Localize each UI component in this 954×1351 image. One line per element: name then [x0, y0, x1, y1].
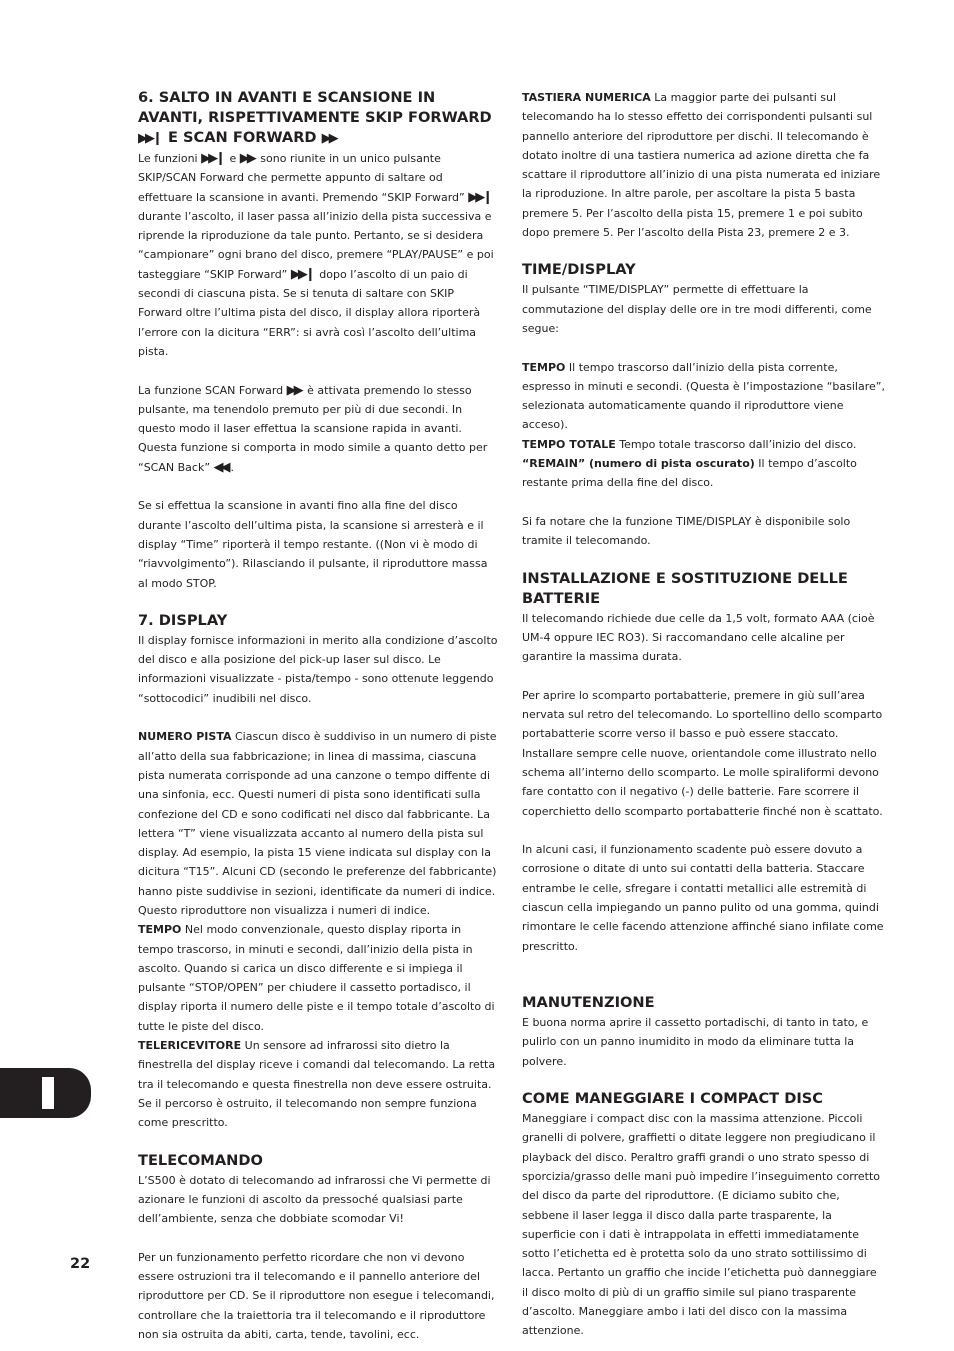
- section-6-paragraph-1: Le funzioni ▶▶❙ e ▶▶ sono riunite in un unico pulsante SKIP/SCAN Forward che permette appunto di saltare od effettuare la scansione in avanti. Premendo “SKIP Forward” ▶▶❙ durante l’ascolto, il laser passa all’inizio della pista successiva e riprende la riproduzione da tale punto. Pertanto, se si desidera “campionare” ogni brano del disco, premere “PLAY/PAUSE” e poi tasteggiare “SKIP Forward” ▶▶❙ dopo l’ascolto di un paio di secondi di ciascuna pista. Se si tenuta di saltare con SKIP Forward oltre l’ultima pista del disco, il display allora riporterà l’errore con la dicitura “ERR”: si avrà così l’ascolto dell’ultima pista.: [138, 151, 494, 358]
- time-display-remain: “REMAIN” (numero di pista oscurato) Il tempo d’ascolto restante prima della fine del disco.: [522, 457, 857, 490]
- section-7-heading: 7. DISPLAY: [138, 611, 228, 629]
- batterie-paragraph-2: Per aprire lo scomparto portabatterie, premere in giù sull’area nervata sul retro del telecomando. Lo sportellino dello scomparto portabatterie scorre verso il basso e può essere staccato. Installare sempre celle nuove, orientandole come illustrato nello schema all’interno dello scomparto. Le molle spiraliformi devono fare contatto con il negativo (-) delle batterie. Fare scorrere il coperchietto dello scomparto portabatterie finché non è scattato.: [522, 688, 883, 818]
- manutenzione-heading: MANUTENZIONE: [522, 994, 655, 1012]
- section-7-paragraph-1: Il display fornisce informazioni in merito alla condizione d’ascolto del disco e alla posizione del pick-up laser sul disco. Le informazioni visualizzate - pista/tempo - sono ottenute leggendo “sottocodici” inudibili nel disco.: [138, 633, 498, 705]
- remain-label: “REMAIN” (numero di pista oscurato): [522, 457, 755, 471]
- scan-forward-icon: ▶▶: [286, 382, 301, 398]
- language-tab: [0, 1068, 91, 1118]
- section-6-paragraph-3: Se si effettua la scansione in avanti fino alla fine del disco durante l’ascolto dell’ultima pista, la scansione si arresterà e il display “Time” riporterà il tempo restante. ((Non vi è modo di “riavvolgimento”). Rilasciando il pulsante, il riproduttore massa al modo STOP.: [138, 499, 488, 590]
- scan-forward-icon: ▶▶: [239, 151, 254, 166]
- language-tab-letter-i-icon: [42, 1077, 54, 1109]
- left-column: [138, 88, 500, 1344]
- skip-forward-icon: ▶▶❙: [138, 131, 160, 146]
- telecomando-paragraph-1: L’S500 è dotato di telecomando ad infrarossi che Vi permette di azionare le funzioni di ascolto da pressoché qualsiasi parte dell’ambiente, senza che dobbiate scomodar Vi!: [138, 1173, 491, 1226]
- telericevitore-label: TELERICEVITORE: [138, 1039, 242, 1053]
- telericevitore-paragraph: TELERICEVITORE Un sensore ad infrarossi sito dietro la finestrella del display riceve i comandi dal telecomando. La retta tra il telecomando e questa finestrella non deve essere ostruita. Se il percorso è ostruito, il telecomando non sempre funziona come prescritto.: [138, 1039, 496, 1130]
- manutenzione-paragraph: E buona norma aprire il cassetto portadischi, di tanto in tato, e pulirlo con un panno inumidito in modo da eliminare tutta la polvere.: [522, 1016, 869, 1068]
- section-6-paragraph-2: La funzione SCAN Forward ▶▶ è attivata premendo lo stesso pulsante, ma tenendolo premuto per più di due secondi. In questo modo il laser effettua la scansione rapida in avanti. Questa funzione si comporta in modo simile a quanto detto per “SCAN Back” ◀◀ .: [138, 382, 488, 475]
- numero-pista-paragraph: NUMERO PISTA Ciascun disco è suddiviso in un numero di piste all’atto della sua fabbricazione; in linea di massima, ciascuna pista numerata corrisponde ad una canzone o tempo diffente di una sinfonia, ecc. Questi numeri di pista sono identificati sulla confezione del CD e sono codificati nel disco dal fabbricante. La lettera “T” viene visualizzata accanto al numero della pista sul display. Ad esempio, la pista 15 viene indicata sul display con la dicitura “T15”. Alcuni CD (secondo le preferenze del fabbricante) hanno piste suddivise in sezioni, identificate da numeri di indice. Questo riproduttore non visualizza i numeri di indice.: [138, 730, 497, 917]
- telecomando-paragraph-2: Per un funzionamento perfetto ricordare che non vi devono essere ostruzioni tra il telecomando e il pannello anteriore del riproduttore per CD. Se il riproduttore non esegue i telecomandi, controllare che la traiettoria tra il telecomando e il riproduttore non sia ostruita da abiti, carta, tende, tavolini, ecc.: [138, 1250, 495, 1341]
- compact-disc-heading: COME MANEGGIARE I COMPACT DISC: [522, 1090, 823, 1108]
- scan-back-icon: ◀◀: [213, 459, 228, 475]
- telecomando-heading: TELECOMANDO: [138, 1151, 263, 1169]
- batterie-heading: INSTALLAZIONE E SOSTITUZIONE DELLE BATTERIE: [522, 569, 848, 607]
- tempo-paragraph: TEMPO Nel modo convenzionale, questo display riporta in tempo trascorso, in minuti e secondi, dall’inizio della pista in ascolto. Quando si carica un disco differente e si impiega il pulsante “STOP/OPEN” per chiudere il cassetto portadisco, il display riporta il numero delle piste e il tempo totale d’ascolto di tutte le piste del disco.: [138, 923, 495, 1033]
- skip-forward-icon: ▶▶❙: [201, 151, 223, 166]
- section-6-heading: 6. SALTO IN AVANTI E SCANSIONE IN AVANTI, RISPETTIVAMENTE SKIP FORWARD ▶▶❙ E SCAN FORWARD ▶▶: [138, 89, 492, 146]
- batterie-paragraph-1: Il telecomando richiede due celle da 1,5 volt, formato AAA (cioè UM-4 oppure IEC RO3). Si raccomandano celle alcaline per garantire la massima durata.: [522, 611, 875, 664]
- compact-disc-paragraph: Maneggiare i compact disc con la massima attenzione. Piccoli granelli di polvere, graffietti o ditate leggere non pregiudicano il playback del disco. Peraltro graffi grandi o uno strato spesso di sporcizia/grasso delle mani può impedire l’inseguimento corretto del disco da parte del riproduttore. (E diciamo subito che, sebbene il laser legga il disco dalla parte trasparente, la superficie con i dati è intrappolata in effetti immediatamente sotto l’etichetta ed è protetta solo da uno strato sottilissimo di lacca. Pertanto un graffio che incide l’etichetta può danneggiare il disco molto di più di un graffio simile sul piano trasparente d’ascolto. Maneggiare ambo i lati del disco con la massima attenzione.: [522, 1112, 881, 1338]
- skip-forward-icon: ▶▶❙: [468, 189, 491, 205]
- batterie-paragraph-3: In alcuni casi, il funzionamento scadente può essere dovuto a corrosione o ditate di unto sui contatti della batteria. Staccare entrambe le celle, sfregare i contatti metallici alle estremità di ciascun cella impiegando un panno pulito od una gomma, quindi rimontare le celle facendo attenzione affinché siano infilate come prescritto.: [522, 843, 884, 953]
- skip-forward-icon: ▶▶❙: [290, 266, 313, 282]
- time-display-paragraph-1: Il pulsante “TIME/DISPLAY” permette di effettuare la commutazione del display delle ore in tre modi differenti, come segue:: [522, 283, 872, 335]
- tastiera-numerica-paragraph: TASTIERA NUMERICA La maggior parte dei pulsanti sul telecomando ha lo stesso effetto dei corrispondenti pulsanti sul pannello anteriore del riproduttore per dischi. Il telecomando è dotato inoltre di una tastiera numerica ad azione diretta che fa scattare il riproduttore all’inizio di una pista numerata ed iniziare la riproduzione. In altre parole, per ascoltare la pista 5 basta premere 5. Per l’ascolto della pista 15, premere 1 e poi subito dopo premere 5. Per l’ascolto della Pista 23, premere 2 e 3.: [522, 91, 881, 240]
- time-display-tempo-totale: TEMPO TOTALE Tempo totale trascorso dall’inizio del disco.: [522, 437, 857, 451]
- time-display-heading: TIME/DISPLAY: [522, 261, 636, 279]
- time-display-tempo-label: TEMPO: [522, 360, 566, 374]
- time-display-tempo: TEMPO Il tempo trascorso dall’inizio della pista corrente, espresso in minuti e secondi. (Questa è l’impostazione “basilare”, selezionata automaticamente quando il riproduttore viene acceso).: [522, 360, 885, 432]
- tempo-label: TEMPO: [138, 923, 182, 937]
- tastiera-numerica-label: TASTIERA NUMERICA: [522, 91, 651, 104]
- scan-forward-icon: ▶▶: [321, 131, 336, 146]
- time-display-paragraph-2: Si fa notare che la funzione TIME/DISPLAY è disponibile solo tramite il telecomando.: [522, 514, 851, 548]
- numero-pista-label: NUMERO PISTA: [138, 730, 232, 744]
- page-number: 22: [70, 1256, 91, 1272]
- right-column: [522, 88, 886, 1341]
- tempo-totale-label: TEMPO TOTALE: [522, 437, 616, 451]
